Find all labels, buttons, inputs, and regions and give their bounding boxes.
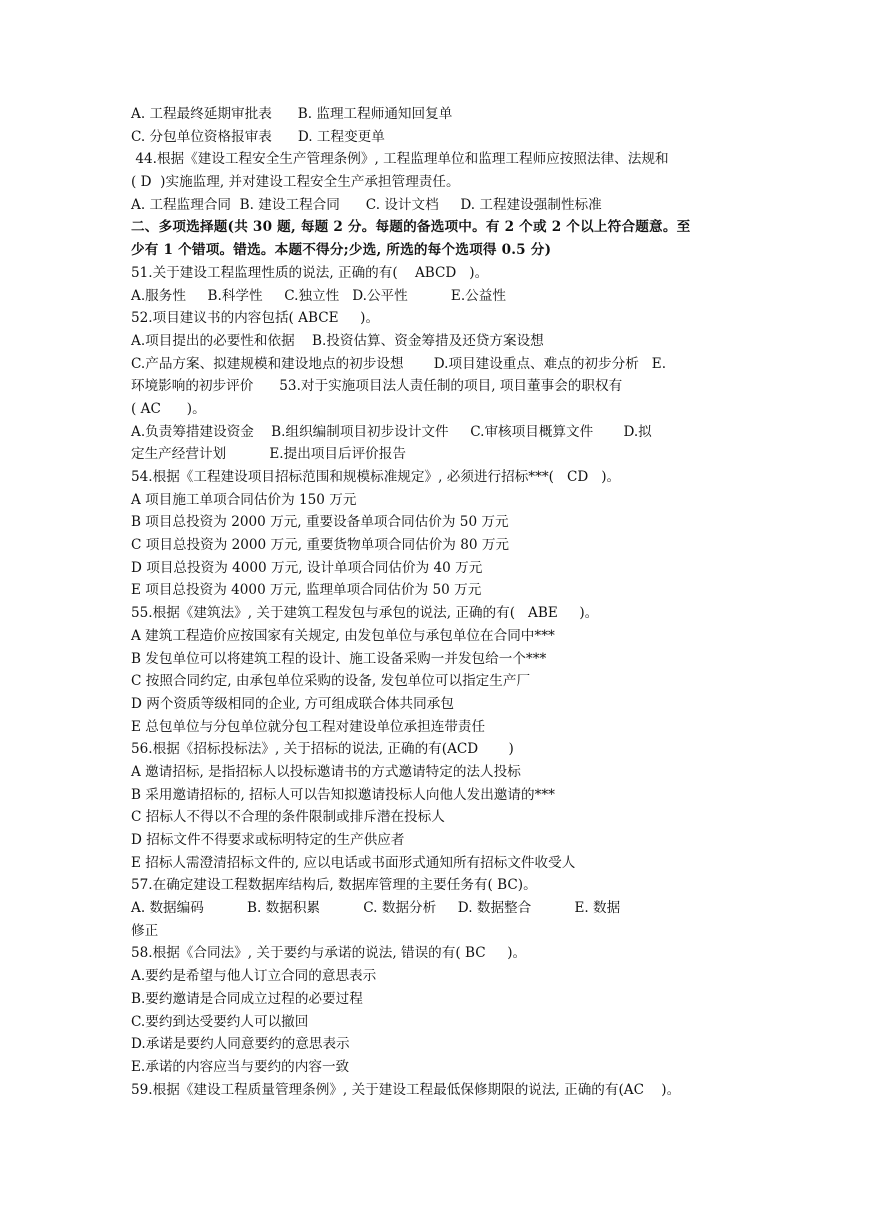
text-line: 定生产经营计划 E.提出项目后评价报告 — [131, 446, 406, 463]
text-line: ( AC )。 — [131, 400, 206, 417]
text-line: 51.关于建设工程监理性质的说法, 正确的有( ABCD )。 — [131, 264, 489, 281]
text-line: A. 工程监理合同 B. 建设工程合同 C. 设计文档 D. 工程建设强制性标准 — [131, 196, 602, 213]
text-line: C.产品方案、拟建规模和建设地点的初步设想 D.项目建设重点、难点的初步分析 E. — [131, 355, 667, 372]
text-line: C. 分包单位资格报审表 D. 工程变更单 — [131, 128, 385, 145]
text-line: E.承诺的内容应当与要约的内容一致 — [131, 1058, 350, 1075]
section-heading-line: 少有 1 个错项。错选。本题不得分;少选, 所选的每个选项得 0.5 分) — [131, 242, 552, 259]
text-line: E 项目总投资为 4000 万元, 监理单项合同估价为 50 万元 — [131, 582, 482, 599]
text-line: A. 工程最终延期审批表 B. 监理工程师通知回复单 — [131, 106, 453, 122]
text-line: 55.根据《建筑法》, 关于建筑工程发包与承包的说法, 正确的有( ABE )。 — [131, 605, 599, 622]
text-line: D 两个资质等级相同的企业, 方可组成联合体共同承包 — [131, 695, 454, 712]
text-line: B 发包单位可以将建筑工程的设计、施工设备采购一并发包给一个*** — [131, 650, 547, 667]
text-line: D.承诺是要约人同意要约的意思表示 — [131, 1036, 350, 1053]
text-line: 44.根据《建设工程安全生产管理条例》, 工程监理单位和监理工程师应按照法律、法规和 — [131, 151, 669, 168]
text-line: A 建筑工程造价应按国家有关规定, 由发包单位与承包单位在合同中*** — [131, 627, 555, 644]
text-line: C 招标人不得以不合理的条件限制或排斥潜在投标人 — [131, 809, 445, 826]
text-line: A.服务性 B.科学性 C.独立性 D.公平性 E.公益性 — [131, 287, 506, 304]
text-line: E 总包单位与分包单位就分包工程对建设单位承担连带责任 — [131, 718, 486, 735]
text-line: D 招标文件不得要求或标明特定的生产供应者 — [131, 832, 405, 848]
text-line: 修正 — [131, 922, 159, 939]
text-line: C 按照合同约定, 由承包单位采购的设备, 发包单位可以指定生产厂 — [131, 673, 531, 690]
text-line: 59.根据《建设工程质量管理条例》, 关于建设工程最低保修期限的说法, 正确的有(AC )。 — [131, 1081, 681, 1098]
text-line: A.要约是希望与他人订立合同的意思表示 — [131, 968, 377, 985]
text-line: D 项目总投资为 4000 万元, 设计单项合同估价为 40 万元 — [131, 559, 483, 576]
text-line: 57.在确定建设工程数据库结构后, 数据库管理的主要任务有( BC)。 — [131, 877, 537, 894]
text-line: ( D )实施监理, 并对建设工程安全生产承担管理责任。 — [131, 174, 460, 191]
text-line: B 采用邀请招标的, 招标人可以告知拟邀请投标人向他人发出邀请的*** — [131, 786, 555, 803]
text-line: A.项目提出的必要性和依据 B.投资估算、资金筹措及还贷方案设想 — [131, 332, 544, 349]
text-line: A.负责筹措建设资金 B.组织编制项目初步设计文件 C.审核项目概算文件 D.拟 — [131, 423, 652, 440]
text-line: 环境影响的初步评价 53.对于实施项目法人责任制的项目, 项目董事会的职权有 — [131, 378, 623, 395]
section-heading-line: 二、多项选择题(共 30 题, 每题 2 分。每题的备选项中。有 2 个或 2 个以上符合题意。至 — [131, 219, 691, 236]
text-line: B.要约邀请是合同成立过程的必要过程 — [131, 990, 363, 1007]
text-line: B 项目总投资为 2000 万元, 重要设备单项合同估价为 50 万元 — [131, 514, 509, 531]
text-line: A. 数据编码 B. 数据积累 C. 数据分析 D. 数据整合 E. 数据 — [131, 900, 621, 917]
text-line: 58.根据《合同法》, 关于要约与承诺的说法, 错误的有( BC )。 — [131, 945, 527, 962]
text-line: C.要约到达受要约人可以撤回 — [131, 1013, 309, 1030]
text-line: E 招标人需澄清招标文件的, 应以电话或书面形式通知所有招标文件收受人 — [131, 854, 576, 871]
text-line: C 项目总投资为 2000 万元, 重要货物单项合同估价为 80 万元 — [131, 537, 510, 554]
text-line: 52.项目建议书的内容包括( ABCE )。 — [131, 310, 380, 327]
text-line: A 项目施工单项合同估价为 150 万元 — [131, 491, 357, 508]
text-line: 56.根据《招标投标法》, 关于招标的说法, 正确的有(ACD ) — [131, 741, 514, 758]
text-line: A 邀请招标, 是指招标人以投标邀请书的方式邀请特定的法人投标 — [131, 763, 521, 780]
text-line: 54.根据《工程建设项目招标范围和规模标准规定》, 必须进行招标***( CD )。 — [131, 469, 621, 485]
document-page — [131, 103, 741, 1101]
